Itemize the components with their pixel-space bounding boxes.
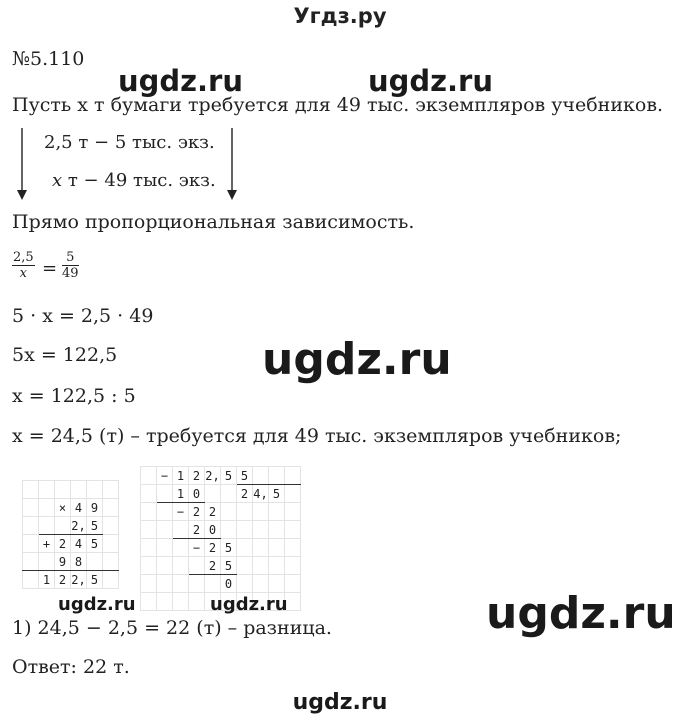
grid-cell [269, 467, 285, 485]
grid-cell [237, 503, 253, 521]
grid-cell [23, 481, 39, 499]
grid-cell [285, 539, 301, 557]
left-arrow-head [17, 190, 27, 200]
grid-cell: 2 [189, 503, 205, 521]
grid-cell [103, 535, 119, 553]
grid-cell: 5 [221, 467, 237, 485]
grid-cell [173, 575, 189, 593]
grid-cell [39, 517, 55, 535]
fraction-left [12, 250, 35, 281]
grid-cell [141, 557, 157, 575]
grid-cell [237, 575, 253, 593]
grid-cell: 2 [189, 521, 205, 539]
grid-cell: 2, [205, 468, 220, 483]
grid-cell [157, 557, 173, 575]
problem-intro: Пусть x т бумаги требуется для 49 тыс. экземпляров учебников. [12, 94, 664, 116]
grid-cell: 9 [55, 553, 71, 571]
watermark: ugdz.ru [210, 594, 288, 615]
fraction-equals: = [42, 258, 58, 279]
grid-cell: 8 [71, 553, 87, 571]
grid-cell [141, 593, 157, 611]
grid-cell [141, 467, 157, 485]
proportion-row-2 [52, 170, 216, 191]
grid-cell: 2, [71, 572, 86, 587]
grid-cell [269, 557, 285, 575]
grid-cell: − [173, 503, 189, 521]
grid-cell [39, 499, 55, 517]
grid-cell [103, 499, 119, 517]
grid-cell: 5 [87, 517, 103, 535]
grid-cell: 4 [71, 535, 87, 553]
grid-cell [237, 539, 253, 557]
grid-cell [253, 539, 269, 557]
grid-cell: 5 [269, 485, 285, 503]
grid-cell [141, 485, 157, 503]
watermark: ugdz.ru [368, 64, 494, 98]
grid-cell: 5 [237, 467, 253, 485]
grid-cell: 1 [39, 571, 55, 589]
grid-cell: 1 [173, 467, 189, 485]
watermark: ugdz.ru [292, 690, 388, 715]
grid-cell: 0 [189, 485, 205, 503]
grid-cell [157, 593, 173, 611]
equation-3: x = 122,5 : 5 [12, 385, 136, 407]
grid-cell: − [157, 467, 173, 485]
equation-2: 5x = 122,5 [12, 344, 118, 366]
grid-cell [269, 503, 285, 521]
proportion-variable: x [52, 170, 63, 191]
watermark: ugdz.ru [262, 334, 452, 385]
grid-cell [221, 521, 237, 539]
equation-4: x = 24,5 (т) – требуется для 49 тыс. экземпляров учебников; [12, 425, 622, 447]
site-title: Угдз.ру [293, 4, 387, 28]
grid-row [23, 499, 119, 517]
grid-cell [269, 575, 285, 593]
grid-cell: 2 [205, 503, 221, 521]
grid-cell [269, 521, 285, 539]
grid-row [141, 539, 301, 557]
division-grid [140, 466, 301, 611]
grid-cell [189, 557, 205, 575]
grid-cell [157, 575, 173, 593]
grid-cell [87, 481, 103, 499]
grid-cell [253, 503, 269, 521]
right-arrow-head [227, 190, 237, 200]
fraction-left-denominator: x [19, 266, 28, 281]
grid-cell [285, 575, 301, 593]
fraction-left-numerator: 2,5 [13, 250, 34, 265]
grid-cell: 0 [221, 575, 237, 593]
relation-text: Прямо пропорциональная зависимость. [12, 211, 415, 233]
grid-cell [173, 539, 189, 557]
grid-cell: 5 [87, 535, 103, 553]
watermark: ugdz.ru [58, 594, 136, 615]
grid-cell [87, 553, 103, 571]
grid-cell [285, 521, 301, 539]
grid-cell [221, 503, 237, 521]
grid-cell: 5 [221, 557, 237, 575]
grid-cell [103, 553, 119, 571]
grid-cell: 5 [87, 571, 103, 589]
grid-cell: 2 [189, 467, 205, 485]
grid-cell: 2 [237, 485, 253, 503]
grid-cell [285, 467, 301, 485]
watermark: ugdz.ru [118, 64, 244, 98]
grid-row [141, 521, 301, 539]
grid-cell [205, 575, 221, 593]
grid-cell [253, 521, 269, 539]
grid-row [23, 481, 119, 499]
fraction-right [62, 250, 79, 281]
grid-cell [205, 485, 221, 503]
grid-cell [39, 553, 55, 571]
grid-row [141, 503, 301, 521]
grid-cell [253, 575, 269, 593]
grid-cell: × [55, 499, 71, 517]
grid-cell [157, 539, 173, 557]
grid-cell [71, 481, 87, 499]
grid-cell [189, 593, 205, 611]
grid-cell [141, 575, 157, 593]
grid-cell [103, 481, 119, 499]
grid-cell: 4 [71, 499, 87, 517]
grid-cell [173, 593, 189, 611]
fraction-right-denominator: 49 [62, 266, 79, 281]
grid-cell [237, 521, 253, 539]
grid-row [23, 571, 119, 589]
grid-cell [189, 575, 205, 593]
grid-cell [23, 553, 39, 571]
watermark: ugdz.ru [486, 588, 676, 639]
grid-cell [103, 571, 119, 589]
grid-cell [141, 521, 157, 539]
answer: Ответ: 22 т. [12, 656, 130, 678]
grid-cell [55, 517, 71, 535]
grid-cell: − [189, 539, 205, 557]
step-1: 1) 24,5 − 2,5 = 22 (т) – разница. [12, 617, 332, 639]
grid-cell [285, 503, 301, 521]
grid-row [23, 535, 119, 553]
grid-cell [103, 517, 119, 535]
grid-cell: 2 [205, 557, 221, 575]
grid-cell [285, 485, 301, 503]
problem-number: №5.110 [12, 48, 85, 70]
grid-cell [253, 467, 269, 485]
grid-cell [173, 557, 189, 575]
grid-cell: 2 [55, 535, 71, 553]
fraction-right-numerator: 5 [62, 250, 79, 266]
grid-cell: 4, [253, 486, 268, 501]
grid-cell [39, 481, 55, 499]
grid-cell [221, 485, 237, 503]
grid-row [141, 575, 301, 593]
grid-cell: + [39, 535, 55, 553]
grid-row [141, 467, 301, 485]
grid-row [23, 517, 119, 535]
proportion-row-1: 2,5 т − 5 тыс. экз. [44, 132, 215, 153]
grid-cell: 2 [205, 539, 221, 557]
proportion-row-2-text: т − 49 тыс. экз. [62, 170, 216, 191]
grid-row [141, 557, 301, 575]
grid-cell: 2 [55, 571, 71, 589]
grid-cell: 5 [221, 539, 237, 557]
grid-cell [141, 539, 157, 557]
grid-row [141, 485, 301, 503]
equation-1: 5 · x = 2,5 · 49 [12, 305, 154, 327]
grid-cell [23, 571, 39, 589]
grid-cell [55, 481, 71, 499]
grid-cell [285, 557, 301, 575]
grid-cell [157, 521, 173, 539]
grid-cell [141, 503, 157, 521]
grid-cell [237, 557, 253, 575]
grid-cell [253, 557, 269, 575]
multiplication-grid [22, 480, 119, 589]
grid-cell: 0 [205, 521, 221, 539]
grid-cell: 1 [173, 485, 189, 503]
grid-cell [157, 503, 173, 521]
grid-cell [173, 521, 189, 539]
grid-cell [269, 539, 285, 557]
grid-cell [157, 485, 173, 503]
grid-cell: 9 [87, 499, 103, 517]
grid-cell [23, 517, 39, 535]
grid-row [23, 553, 119, 571]
grid-cell [23, 535, 39, 553]
grid-cell: 2, [71, 518, 86, 533]
grid-cell [23, 499, 39, 517]
